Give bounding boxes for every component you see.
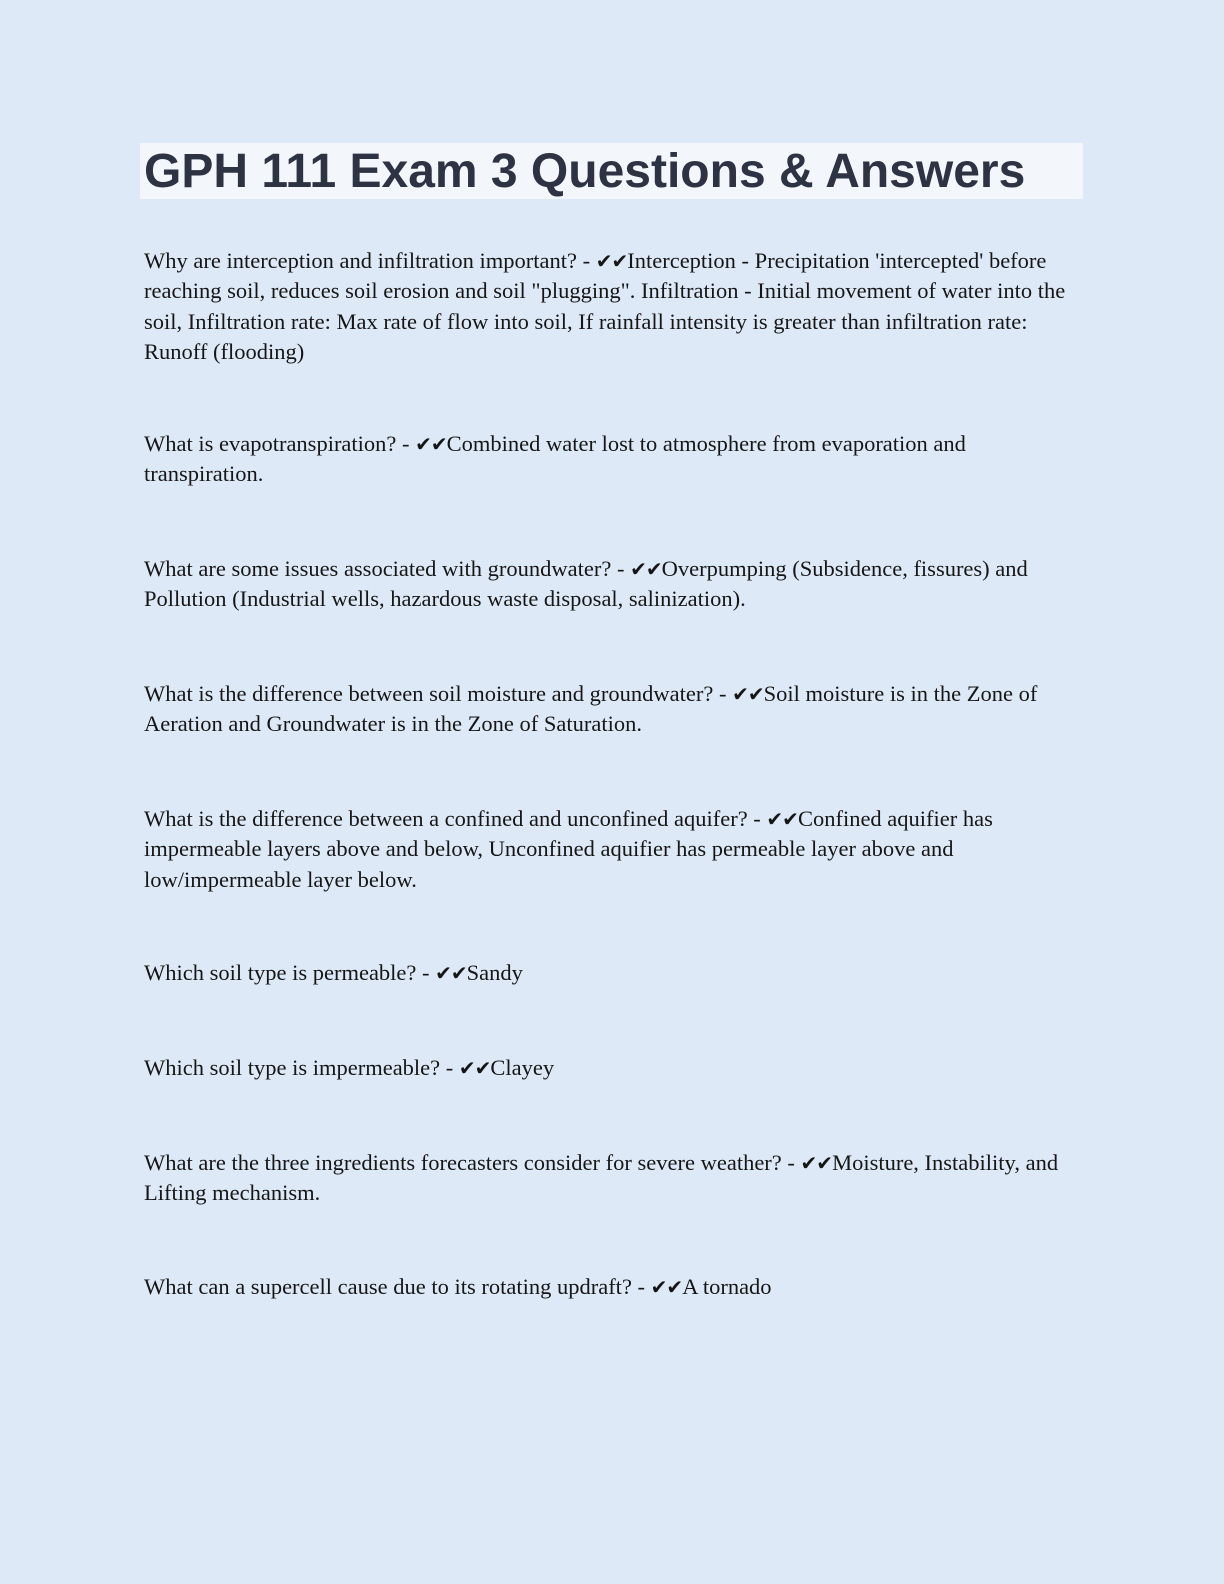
answer-text: Soil moisture is in the Zone of Aeration and Groundwater is in the Zone of Saturation.: [144, 681, 1038, 737]
answer-text: Clayey: [490, 1055, 555, 1080]
checkmark-icon: ✔✔: [415, 432, 447, 456]
checkmark-icon: ✔✔: [766, 807, 798, 831]
checkmark-icon: ✔✔: [800, 1151, 833, 1175]
qa-item: [144, 1053, 1084, 1083]
answer-text: Confined aquifier has impermeable layers above and below, Unconfined aquifier has permeable layer above and low/impermeable layer below.: [144, 806, 993, 892]
question-text: What are some issues associated with groundwater? -: [144, 556, 631, 581]
checkmark-icon: ✔✔: [630, 557, 662, 581]
qa-item: [144, 246, 1084, 367]
qa-item: [144, 958, 1084, 988]
question-text: Why are interception and infiltration important? -: [144, 248, 596, 273]
question-text: Which soil type is impermeable? -: [144, 1055, 459, 1080]
checkmark-icon: ✔✔: [650, 1275, 683, 1299]
checkmark-icon: ✔✔: [435, 961, 467, 985]
answer-text: Overpumping (Subsidence, fissures) and Pollution (Industrial wells, hazardous waste disposal, salinization).: [144, 556, 1028, 612]
question-text: What are the three ingredients forecasters consider for severe weather? -: [144, 1150, 801, 1175]
answer-text: A tornado: [682, 1274, 772, 1299]
qa-item: [144, 679, 1084, 740]
answer-text: Interception - Precipitation 'intercepted' before reaching soil, reduces soil erosion and soil "plugging". Infiltration - Initial movement of water into the soil, Infiltration rate: Max rate of flow into soil, If rainfall intensity is greater than infiltration rate: Runoff (flooding): [144, 248, 1066, 364]
question-text: What is the difference between soil moisture and groundwater? -: [144, 681, 733, 706]
qa-item: [144, 804, 1084, 895]
answer-text: Sandy: [466, 960, 523, 985]
checkmark-icon: ✔✔: [458, 1056, 491, 1080]
qa-item: [144, 1272, 1084, 1302]
question-text: Which soil type is permeable? -: [144, 960, 436, 985]
checkmark-icon: ✔✔: [732, 682, 764, 706]
question-text: What can a supercell cause due to its rotating updraft? -: [144, 1274, 651, 1299]
qa-item: [144, 429, 1084, 490]
answer-text: Moisture, Instability, and Lifting mechanism.: [144, 1150, 1059, 1206]
qa-item: [144, 1148, 1084, 1209]
checkmark-icon: ✔✔: [595, 249, 628, 273]
qa-item: [144, 554, 1084, 615]
page-title: GPH 111 Exam 3 Questions & Answers: [144, 145, 1026, 198]
question-text: What is the difference between a confined and unconfined aquifer? -: [144, 806, 767, 831]
question-text: What is evapotranspiration? -: [144, 431, 416, 456]
answer-text: Combined water lost to atmosphere from evaporation and transpiration.: [144, 431, 966, 487]
